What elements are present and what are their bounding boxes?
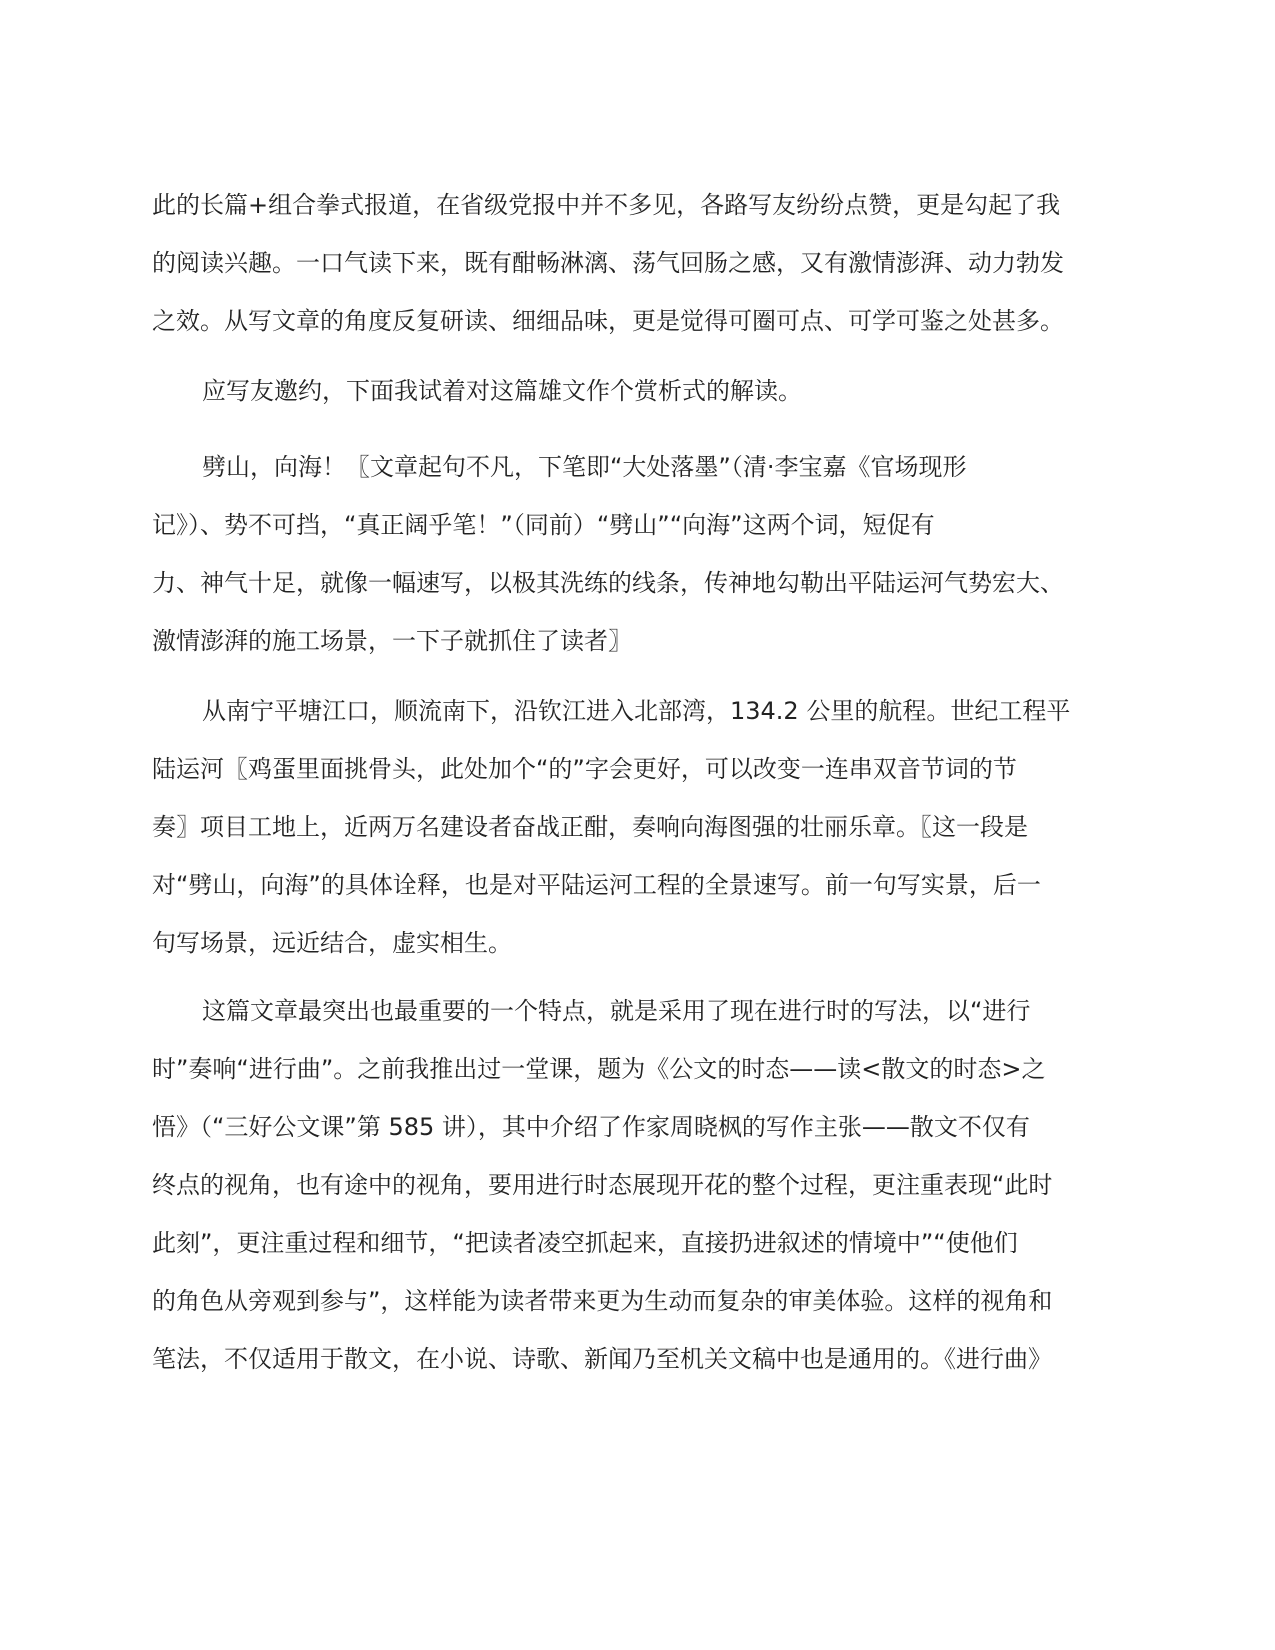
paragraph-5 — [152, 982, 1112, 1388]
text-line: 从南宁平塘江口，顺流南下，沿钦江进入北部湾，134.2 公里的航程。世纪工程平 — [202, 697, 1071, 725]
text-line: 句写场景，远近结合，虚实相生。 — [152, 929, 512, 957]
text-line: 此刻”，更注重过程和细节，“把读者凌空抓起来，直接扔进叙述的情境中”“使他们 — [152, 1229, 1018, 1257]
paragraph-3 — [152, 438, 1112, 670]
text-line: 终点的视角，也有途中的视角，要用进行时态展现开花的整个过程，更注重表现“此时 — [152, 1171, 1053, 1199]
paragraph-2 — [152, 362, 1112, 420]
text-line: 这篇文章最突出也最重要的一个特点，就是采用了现在进行时的写法，以“进行 — [202, 997, 1031, 1025]
text-line: 记》）、势不可挡，“真正阔乎笔！”（同前）“劈山”“向海”这两个词，短促有 — [152, 511, 935, 539]
text-line: 应写友邀约，下面我试着对这篇雄文作个赏析式的解读。 — [202, 377, 802, 405]
text-line: 笔法，不仅适用于散文，在小说、诗歌、新闻乃至机关文稿中也是通用的。《进行曲》 — [152, 1345, 1052, 1373]
text-line: 奏〗项目工地上，近两万名建设者奋战正酣，奏响向海图强的壮丽乐章。〖这一段是 — [152, 813, 1028, 841]
text-line: 的角色从旁观到参与”，这样能为读者带来更为生动而复杂的审美体验。这样的视角和 — [152, 1287, 1053, 1315]
text-line: 悟》（“三好公文课”第 585 讲），其中介绍了作家周晓枫的写作主张——散文不仅有 — [152, 1113, 1030, 1141]
text-line: 之效。从写文章的角度反复研读、细细品味，更是觉得可圈可点、可学可鉴之处甚多。 — [152, 307, 1064, 335]
paragraph-4 — [152, 682, 1112, 972]
text-line: 时”奏响“进行曲”。之前我推出过一堂课，题为《公文的时态——读<散文的时态>之 — [152, 1055, 1046, 1083]
text-line: 激情澎湃的施工场景，一下子就抓住了读者〗 — [152, 627, 632, 655]
text-line: 的阅读兴趣。一口气读下来，既有酣畅淋漓、荡气回肠之感，又有激情澎湃、动力勃发 — [152, 249, 1064, 277]
text-line: 陆运河〖鸡蛋里面挑骨头，此处加个“的”字会更好，可以改变一连串双音节词的节 — [152, 755, 1017, 783]
paragraph-1 — [152, 176, 1112, 350]
text-line: 对“劈山，向海”的具体诠释，也是对平陆运河工程的全景速写。前一句写实景，后一 — [152, 871, 1041, 899]
text-line: 劈山，向海！〖文章起句不凡，下笔即“大处落墨”（清·李宝嘉《官场现形 — [202, 453, 967, 481]
text-line: 力、神气十足，就像一幅速写，以极其洗练的线条，传神地勾勒出平陆运河气势宏大、 — [152, 569, 1064, 597]
text-line: 此的长篇+组合拳式报道，在省级党报中并不多见，各路写友纷纷点赞，更是勾起了我 — [152, 191, 1061, 219]
